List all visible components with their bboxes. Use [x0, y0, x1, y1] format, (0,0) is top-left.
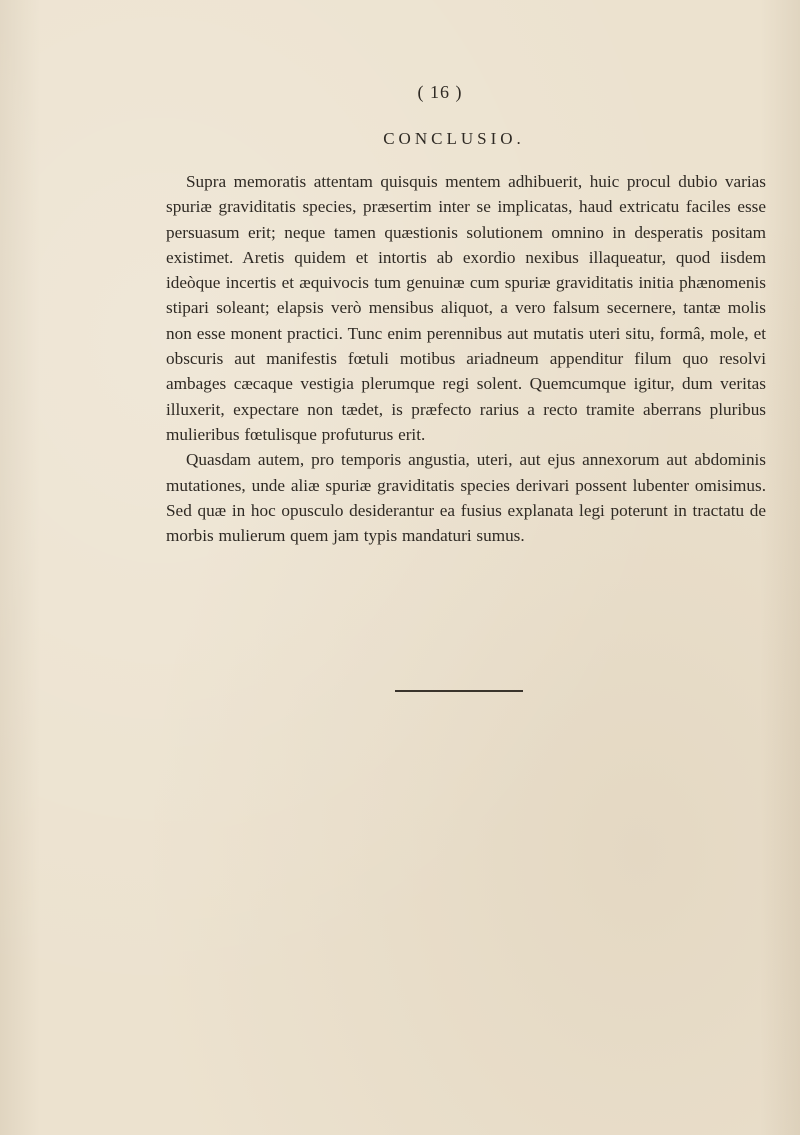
end-rule [395, 690, 523, 692]
body-text [166, 169, 766, 548]
paragraph-1: Supra memoratis attentam quisquis mentem adhibuerit, huic procul dubio varias spuriæ graviditatis species, præsertim inter se implicatas, haud extricatu faciles esse persuasum erit; neque tamen quæstionis solutionem omnino in desperatis positam existimet. Aretis quidem et intortis ab exordio nexibus illaqueatur, quod iisdem ideòque incertis et æquivocis tum genuinæ cum spuriæ graviditatis initia phænomenis stipari soleant; elapsis verò mensibus aliquot, a vero falsum secernere, tantæ molis non esse monent practici. Tunc enim perennibus aut mutatis uteri situ, formâ, mole, et obscuris aut manifestis fœtuli motibus ariadneum appenditur filum quo resolvi ambages cæcaque vestigia plerumque regi solent. Quemcumque igitur, dum veritas illuxerit, expectare non tædet, is præfecto rarius a recto tramite aberrans pluribus mulieribus fœtulisque profuturus erit. [166, 172, 766, 444]
page-number: ( 16 ) [417, 82, 463, 102]
section-heading: CONCLUSIO. [383, 129, 525, 148]
paragraph-2: Quasdam autem, pro temporis angustia, uteri, aut ejus annexorum aut abdominis mutationes, unde aliæ spuriæ graviditatis species derivari possent lubenter omisimus. Sed quæ in hoc opusculo desiderantur ea fusius explanata legi poterunt in tractatu de morbis mulierum quem jam typis mandaturi sumus. [166, 450, 766, 546]
